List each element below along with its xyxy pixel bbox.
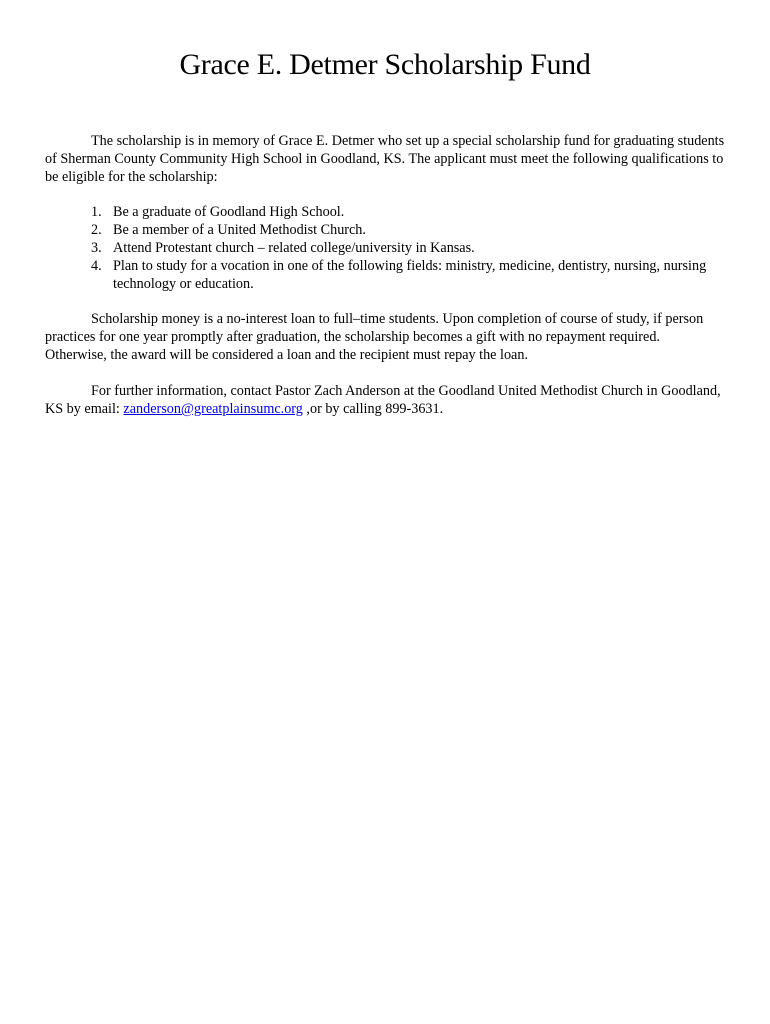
list-number: 1. (91, 204, 102, 220)
list-item-text: Plan to study for a vocation in one of the following fields: ministry, medicine, dentistry, nursing, nursing technology or education. (113, 258, 707, 292)
list-item-text: Be a graduate of Goodland High School. (113, 204, 345, 220)
loan-terms-paragraph: Scholarship money is a no-interest loan to full–time students. Upon completion of course of study, if person practices for one year promptly after graduation, the scholarship becomes a gift with no repayment required. Otherwise, the award will be considered a loan and the recipient must repay the loan. (45, 311, 704, 363)
email-link[interactable]: zanderson@greatplainsumc.org (123, 401, 303, 417)
contact-paragraph (45, 382, 725, 418)
list-number: 4. (91, 258, 102, 274)
document-title: Grace E. Detmer Scholarship Fund (179, 48, 591, 81)
list-item (45, 203, 725, 221)
list-item (45, 221, 725, 239)
qualifications-list (45, 203, 725, 293)
list-item (45, 257, 725, 293)
intro-paragraph: The scholarship is in memory of Grace E. Detmer who set up a special scholarship fund for graduating students of Sherman County Community High School in Goodland, KS. The applicant must meet the following qualifications to be eligible for the scholarship: (45, 133, 725, 185)
list-number: 2. (91, 222, 102, 238)
list-item-text: Attend Protestant church – related college/university in Kansas. (113, 240, 475, 256)
contact-text: For further information, contact Pastor Zach Anderson at the Goodland United Methodist Church in Goodland, KS by email: (45, 383, 721, 417)
list-item (45, 239, 725, 257)
contact-phone-text: ,or by calling 899-3631. (302, 401, 444, 417)
list-number: 3. (91, 240, 102, 256)
list-item-text: Be a member of a United Methodist Church. (113, 222, 366, 238)
